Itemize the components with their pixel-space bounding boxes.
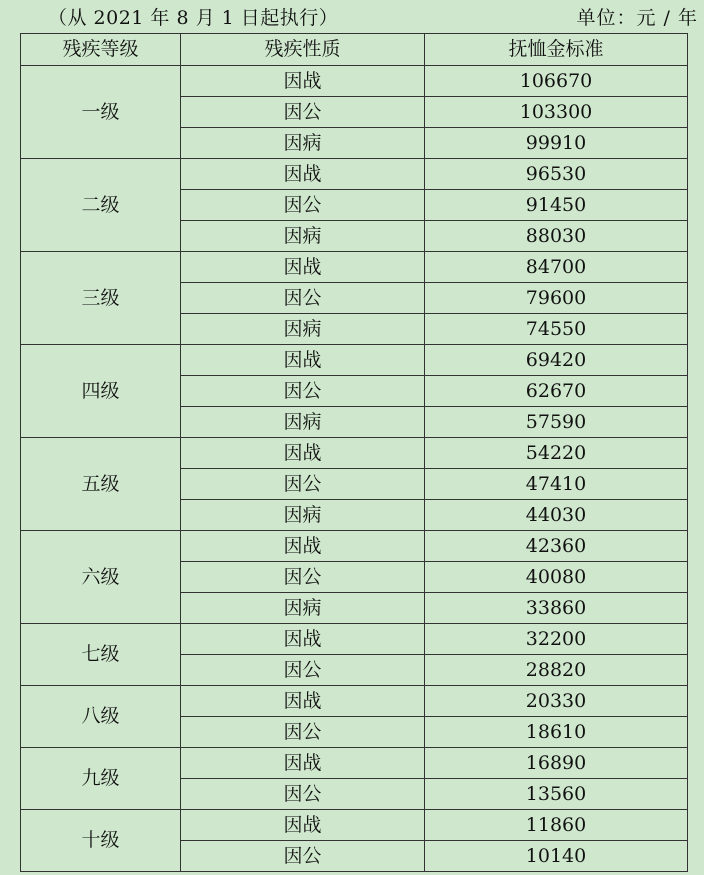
disability-nature-cell: 因病: [181, 128, 425, 159]
pension-amount-cell: 88030: [425, 221, 688, 252]
disability-nature-cell: 因战: [181, 810, 425, 841]
disability-level-cell: 六级: [21, 531, 181, 624]
disability-nature-cell: 因战: [181, 624, 425, 655]
disability-nature-cell: 因战: [181, 252, 425, 283]
disability-nature-cell: 因病: [181, 407, 425, 438]
disability-nature-cell: 因公: [181, 655, 425, 686]
disability-nature-cell: 因公: [181, 717, 425, 748]
pension-amount-cell: 20330: [425, 686, 688, 717]
disability-nature-cell: 因公: [181, 469, 425, 500]
table-row: [21, 686, 688, 717]
table-row: [21, 252, 688, 283]
pension-amount-cell: 47410: [425, 469, 688, 500]
pension-amount-cell: 57590: [425, 407, 688, 438]
table-header-row: [21, 34, 688, 66]
pension-amount-cell: 79600: [425, 283, 688, 314]
disability-level-cell: 九级: [21, 748, 181, 810]
pension-amount-cell: 32200: [425, 624, 688, 655]
pension-amount-cell: 16890: [425, 748, 688, 779]
pension-amount-cell: 11860: [425, 810, 688, 841]
table-row: [21, 66, 688, 97]
disability-nature-cell: 因公: [181, 841, 425, 872]
disability-nature-cell: 因公: [181, 562, 425, 593]
pension-amount-cell: 84700: [425, 252, 688, 283]
pension-amount-cell: 42360: [425, 531, 688, 562]
pension-amount-cell: 74550: [425, 314, 688, 345]
disability-level-cell: 三级: [21, 252, 181, 345]
disability-nature-cell: 因病: [181, 593, 425, 624]
disability-nature-cell: 因公: [181, 97, 425, 128]
pension-standard-table: [20, 33, 688, 872]
pension-amount-cell: 18610: [425, 717, 688, 748]
disability-nature-cell: 因公: [181, 190, 425, 221]
disability-nature-cell: 因公: [181, 376, 425, 407]
disability-nature-cell: 因战: [181, 686, 425, 717]
table-body: [21, 66, 688, 872]
table-row: [21, 810, 688, 841]
pension-amount-cell: 96530: [425, 159, 688, 190]
pension-amount-cell: 44030: [425, 500, 688, 531]
pension-amount-cell: 13560: [425, 779, 688, 810]
disability-level-cell: 十级: [21, 810, 181, 872]
pension-amount-cell: 106670: [425, 66, 688, 97]
pension-amount-cell: 28820: [425, 655, 688, 686]
pension-amount-cell: 10140: [425, 841, 688, 872]
pension-amount-cell: 40080: [425, 562, 688, 593]
table-header-bar: [0, 0, 704, 33]
pension-amount-cell: 62670: [425, 376, 688, 407]
disability-nature-cell: 因病: [181, 314, 425, 345]
disability-level-cell: 二级: [21, 159, 181, 252]
disability-nature-cell: 因战: [181, 748, 425, 779]
disability-nature-cell: 因战: [181, 66, 425, 97]
disability-nature-cell: 因战: [181, 345, 425, 376]
table-row: [21, 748, 688, 779]
pension-amount-cell: 33860: [425, 593, 688, 624]
disability-nature-cell: 因病: [181, 500, 425, 531]
disability-level-cell: 五级: [21, 438, 181, 531]
pension-amount-cell: 103300: [425, 97, 688, 128]
effective-date-note: （从 2021 年 8 月 1 日起执行）: [48, 7, 339, 29]
column-header-level: 残疾等级: [21, 34, 181, 66]
disability-nature-cell: 因病: [181, 221, 425, 252]
table-row: [21, 531, 688, 562]
disability-nature-cell: 因战: [181, 531, 425, 562]
disability-level-cell: 七级: [21, 624, 181, 686]
pension-amount-cell: 69420: [425, 345, 688, 376]
table-row: [21, 345, 688, 376]
table-row: [21, 438, 688, 469]
unit-label: 单位：元 / 年: [576, 7, 698, 29]
disability-level-cell: 一级: [21, 66, 181, 159]
disability-nature-cell: 因战: [181, 438, 425, 469]
table-row: [21, 159, 688, 190]
column-header-nature: 残疾性质: [181, 34, 425, 66]
disability-nature-cell: 因公: [181, 283, 425, 314]
table-row: [21, 624, 688, 655]
disability-nature-cell: 因公: [181, 779, 425, 810]
disability-level-cell: 四级: [21, 345, 181, 438]
pension-amount-cell: 91450: [425, 190, 688, 221]
disability-level-cell: 八级: [21, 686, 181, 748]
pension-amount-cell: 54220: [425, 438, 688, 469]
column-header-amount: 抚恤金标准: [425, 34, 688, 66]
disability-nature-cell: 因战: [181, 159, 425, 190]
pension-amount-cell: 99910: [425, 128, 688, 159]
